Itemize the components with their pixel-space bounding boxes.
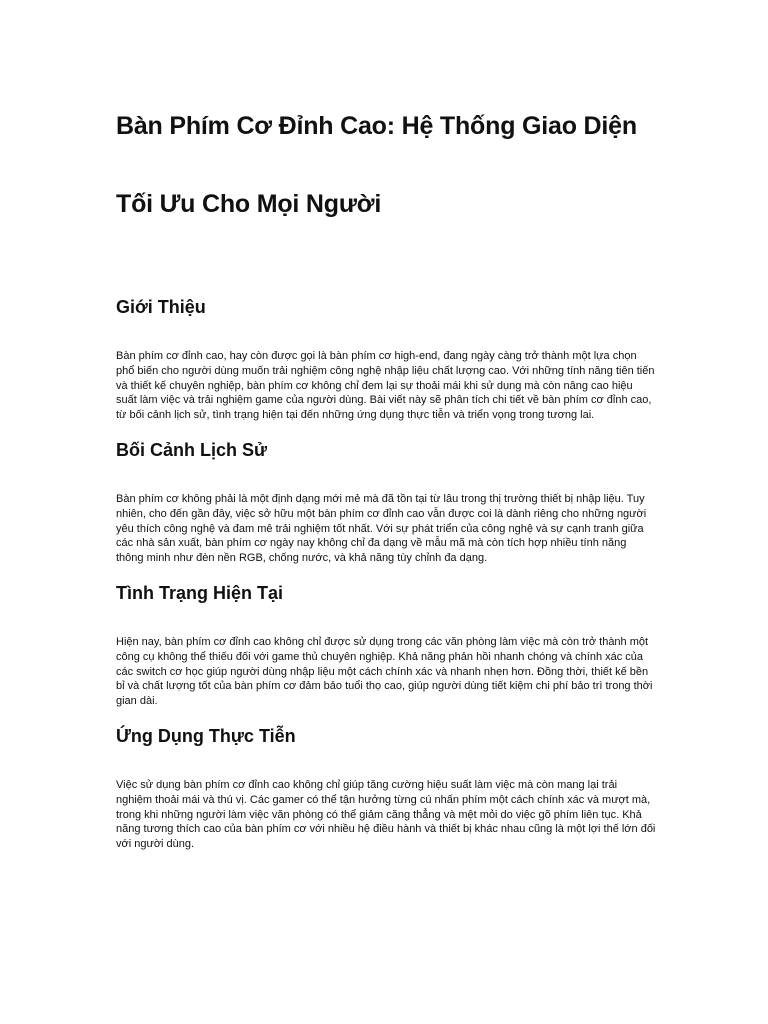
document-title-line-2: Tối Ưu Cho Mọi Người	[116, 190, 382, 218]
document-title-line-1: Bàn Phím Cơ Đỉnh Cao: Hệ Thống Giao Diện	[116, 112, 637, 140]
section-paragraph: Hiện nay, bàn phím cơ đỉnh cao không chỉ được sử dụng trong các văn phòng làm việc mà còn trở thành một công cụ không thể thiếu đối với game thủ chuyên nghiệp. Khả năng phản hồi nhanh chóng và chính xác của các switch cơ học giúp người dùng nhập liệu một cách chính xác và nhanh nhẹn hơn. Đồng thời, thiết kế bền bỉ và chất lượng tốt của bàn phím cơ đảm bảo tuổi thọ cao, giúp người dùng tiết kiệm chi phí bảo trì trong thời gian dài.	[116, 635, 653, 708]
section-boi-canh-lich-su	[116, 437, 656, 566]
section-heading: Ứng Dụng Thực Tiễn	[116, 725, 296, 746]
section-heading: Bối Cảnh Lịch Sử	[116, 439, 268, 460]
section-paragraph: Bàn phím cơ đỉnh cao, hay còn được gọi là bàn phím cơ high-end, đang ngày càng trở thành một lựa chọn phổ biến cho người dùng muốn trải nghiệm công nghệ nhập liệu chất lượng cao. Với những tính năng tiên tiến và thiết kế chuyên nghiệp, bàn phím cơ không chỉ đem lại sự thoải mái khi sử dụng mà còn nâng cao hiệu suất làm việc và trải nghiệm game của người dùng. Bài viết này sẽ phân tích chi tiết về bàn phím cơ đỉnh cao, từ bối cảnh lịch sử, tình trạng hiện tại đến những ứng dụng thực tiễn và triển vọng trong tương lai.	[116, 350, 655, 422]
section-ung-dung-thuc-tien	[116, 723, 656, 852]
section-heading: Giới Thiệu	[116, 297, 206, 317]
document-content	[116, 108, 656, 866]
section-paragraph: Bàn phím cơ không phải là một định dạng mới mẻ mà đã tồn tại từ lâu trong thị trường thiết bị nhập liệu. Tuy nhiên, cho đến gần đây, việc sở hữu một bàn phím cơ đỉnh cao vẫn được coi là dành riêng cho những người yêu thích công nghệ và đam mê trải nghiệm tốt nhất. Với sự phát triển của công nghệ và sự cạnh tranh giữa các nhà sản xuất, bàn phím cơ ngày nay không chỉ đa dạng về mẫu mã mà còn tích hợp nhiều tính năng thông minh như đèn nền RGB, chống nước, và khả năng tùy chỉnh đa dạng.	[116, 492, 647, 565]
section-gioi-thieu	[116, 294, 656, 423]
section-paragraph: Việc sử dụng bàn phím cơ đỉnh cao không chỉ giúp tăng cường hiệu suất làm việc mà còn mang lại trải nghiệm thoải mái và thú vị. Các gamer có thể tận hưởng từng cú nhấn phím một cách chính xác và mượt mà, trong khi những người làm việc văn phòng có thể giảm căng thẳng và mệt mỏi do việc gõ phím liên tục. Khả năng tương thích cao của bàn phím cơ với nhiều hệ điều hành và thiết bị khác nhau cũng là một lợi thế lớn đối với người dùng.	[116, 778, 656, 851]
section-tinh-trang-hien-tai	[116, 580, 656, 709]
section-heading: Tình Trạng Hiện Tại	[116, 582, 284, 603]
